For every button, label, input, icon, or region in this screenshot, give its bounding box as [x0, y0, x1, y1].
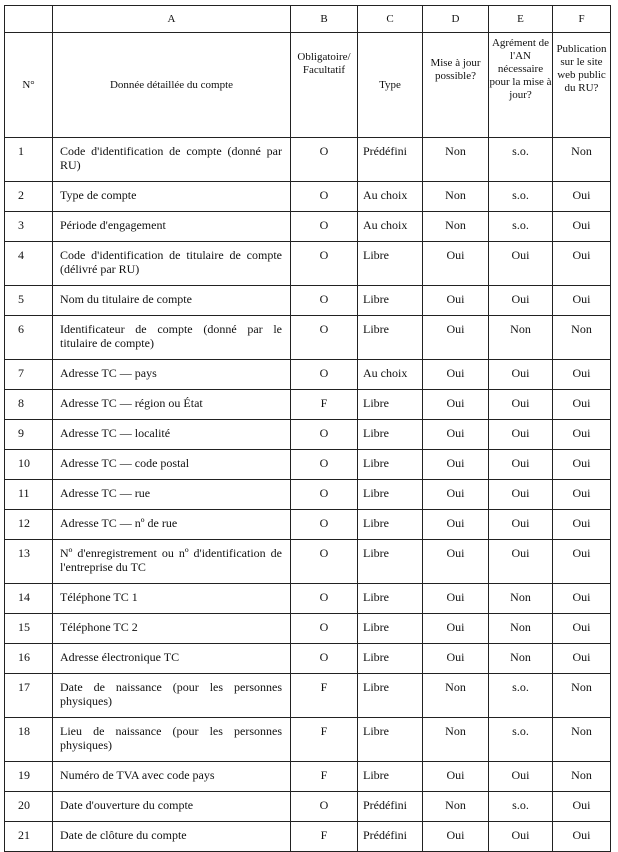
- row-updatable: Oui: [423, 762, 489, 792]
- row-publication: Oui: [553, 450, 611, 480]
- column-letter-row: [5, 6, 611, 33]
- header-description: Donnée détaillée du compte: [53, 33, 291, 138]
- row-number: 2: [5, 182, 53, 212]
- table-row: [5, 316, 611, 360]
- row-number: 11: [5, 480, 53, 510]
- table-row: [5, 182, 611, 212]
- column-letter: B: [291, 6, 358, 33]
- row-publication: Oui: [553, 540, 611, 584]
- row-publication: Oui: [553, 420, 611, 450]
- table-row: [5, 450, 611, 480]
- row-type: Prédéfini: [358, 138, 423, 182]
- table-row: [5, 674, 611, 718]
- table-row: [5, 242, 611, 286]
- row-updatable: Oui: [423, 510, 489, 540]
- row-type: Au choix: [358, 212, 423, 242]
- row-description: Adresse TC — localité: [53, 420, 291, 450]
- row-type: Libre: [358, 614, 423, 644]
- row-publication: Oui: [553, 360, 611, 390]
- header-type: Type: [358, 33, 423, 138]
- row-number: 4: [5, 242, 53, 286]
- row-publication: Oui: [553, 584, 611, 614]
- row-updatable: Oui: [423, 614, 489, 644]
- table-row: [5, 390, 611, 420]
- row-updatable: Non: [423, 792, 489, 822]
- row-approval: s.o.: [489, 792, 553, 822]
- row-number: 18: [5, 718, 53, 762]
- row-description: Adresse TC — région ou État: [53, 390, 291, 420]
- row-publication: Non: [553, 674, 611, 718]
- row-type: Libre: [358, 450, 423, 480]
- row-type: Libre: [358, 540, 423, 584]
- row-type: Libre: [358, 480, 423, 510]
- row-number: 12: [5, 510, 53, 540]
- row-mandatory: O: [291, 584, 358, 614]
- row-approval: s.o.: [489, 718, 553, 762]
- table-row: [5, 644, 611, 674]
- row-description: Période d'engagement: [53, 212, 291, 242]
- row-type: Prédéfini: [358, 792, 423, 822]
- row-description: Lieu de naissance (pour les personnes physiques): [53, 718, 291, 762]
- row-description: Adresse TC — code postal: [53, 450, 291, 480]
- row-publication: Oui: [553, 644, 611, 674]
- row-approval: Oui: [489, 390, 553, 420]
- row-approval: s.o.: [489, 138, 553, 182]
- row-publication: Non: [553, 316, 611, 360]
- row-approval: Non: [489, 584, 553, 614]
- row-mandatory: O: [291, 420, 358, 450]
- row-description: Téléphone TC 1: [53, 584, 291, 614]
- row-publication: Oui: [553, 286, 611, 316]
- row-approval: s.o.: [489, 182, 553, 212]
- row-number: 8: [5, 390, 53, 420]
- row-description: Code d'identification de compte (donné par RU): [53, 138, 291, 182]
- row-description: Adresse TC — rue: [53, 480, 291, 510]
- header-approval: Agrément de l'AN nécessaire pour la mise à jour?: [489, 33, 553, 138]
- row-description: Date de clôture du compte: [53, 822, 291, 852]
- row-type: Au choix: [358, 360, 423, 390]
- row-updatable: Oui: [423, 540, 489, 584]
- row-type: Libre: [358, 762, 423, 792]
- header-number: N°: [5, 33, 53, 138]
- row-type: Libre: [358, 510, 423, 540]
- row-mandatory: O: [291, 614, 358, 644]
- row-description: Numéro de TVA avec code pays: [53, 762, 291, 792]
- row-number: 13: [5, 540, 53, 584]
- column-letter: [5, 6, 53, 33]
- row-approval: Oui: [489, 420, 553, 450]
- row-publication: Non: [553, 138, 611, 182]
- row-approval: Oui: [489, 762, 553, 792]
- row-publication: Non: [553, 718, 611, 762]
- table-row: [5, 614, 611, 644]
- row-number: 6: [5, 316, 53, 360]
- row-mandatory: O: [291, 182, 358, 212]
- row-number: 15: [5, 614, 53, 644]
- row-mandatory: O: [291, 316, 358, 360]
- row-mandatory: F: [291, 822, 358, 852]
- row-mandatory: O: [291, 480, 358, 510]
- row-type: Libre: [358, 316, 423, 360]
- row-publication: Oui: [553, 614, 611, 644]
- row-type: Libre: [358, 584, 423, 614]
- table-row: [5, 138, 611, 182]
- row-approval: Oui: [489, 450, 553, 480]
- row-number: 5: [5, 286, 53, 316]
- row-description: Date d'ouverture du compte: [53, 792, 291, 822]
- row-approval: Oui: [489, 510, 553, 540]
- row-mandatory: O: [291, 360, 358, 390]
- header-updatable: Mise à jour possible?: [423, 33, 489, 138]
- column-header-row: [5, 33, 611, 138]
- table-row: [5, 540, 611, 584]
- row-updatable: Oui: [423, 584, 489, 614]
- row-number: 9: [5, 420, 53, 450]
- row-type: Libre: [358, 674, 423, 718]
- row-number: 7: [5, 360, 53, 390]
- row-mandatory: F: [291, 762, 358, 792]
- row-mandatory: O: [291, 540, 358, 584]
- row-description: Adresse TC — nº de rue: [53, 510, 291, 540]
- row-number: 20: [5, 792, 53, 822]
- row-approval: Non: [489, 316, 553, 360]
- row-approval: Oui: [489, 242, 553, 286]
- row-description: Identificateur de compte (donné par le titulaire de compte): [53, 316, 291, 360]
- row-number: 16: [5, 644, 53, 674]
- row-approval: Oui: [489, 540, 553, 584]
- row-publication: Oui: [553, 480, 611, 510]
- row-updatable: Non: [423, 674, 489, 718]
- table-row: [5, 420, 611, 450]
- row-updatable: Oui: [423, 480, 489, 510]
- row-description: Nom du titulaire de compte: [53, 286, 291, 316]
- row-description: Adresse TC — pays: [53, 360, 291, 390]
- row-publication: Oui: [553, 822, 611, 852]
- row-number: 17: [5, 674, 53, 718]
- table-row: [5, 762, 611, 792]
- row-publication: Oui: [553, 390, 611, 420]
- row-updatable: Oui: [423, 450, 489, 480]
- row-type: Libre: [358, 390, 423, 420]
- row-updatable: Oui: [423, 360, 489, 390]
- row-type: Libre: [358, 286, 423, 316]
- row-approval: Oui: [489, 360, 553, 390]
- row-number: 21: [5, 822, 53, 852]
- row-updatable: Oui: [423, 644, 489, 674]
- row-mandatory: F: [291, 674, 358, 718]
- row-approval: s.o.: [489, 212, 553, 242]
- column-letter: C: [358, 6, 423, 33]
- row-updatable: Oui: [423, 286, 489, 316]
- row-mandatory: F: [291, 718, 358, 762]
- row-mandatory: O: [291, 510, 358, 540]
- table-row: [5, 286, 611, 316]
- row-mandatory: O: [291, 138, 358, 182]
- row-publication: Oui: [553, 242, 611, 286]
- column-letter: A: [53, 6, 291, 33]
- row-publication: Non: [553, 762, 611, 792]
- row-type: Au choix: [358, 182, 423, 212]
- table-row: [5, 718, 611, 762]
- account-data-table: [4, 5, 611, 852]
- row-mandatory: O: [291, 644, 358, 674]
- row-updatable: Non: [423, 182, 489, 212]
- row-description: Code d'identification de titulaire de compte (délivré par RU): [53, 242, 291, 286]
- row-publication: Oui: [553, 510, 611, 540]
- row-updatable: Oui: [423, 822, 489, 852]
- column-letter: D: [423, 6, 489, 33]
- header-publication: Publication sur le site web public du RU?: [553, 33, 611, 138]
- row-approval: Non: [489, 614, 553, 644]
- row-type: Libre: [358, 644, 423, 674]
- row-number: 1: [5, 138, 53, 182]
- row-publication: Oui: [553, 792, 611, 822]
- row-updatable: Oui: [423, 316, 489, 360]
- row-updatable: Non: [423, 718, 489, 762]
- row-updatable: Oui: [423, 420, 489, 450]
- row-updatable: Oui: [423, 390, 489, 420]
- row-approval: Oui: [489, 822, 553, 852]
- row-description: Date de naissance (pour les personnes physiques): [53, 674, 291, 718]
- row-mandatory: O: [291, 212, 358, 242]
- column-letter: E: [489, 6, 553, 33]
- row-publication: Oui: [553, 212, 611, 242]
- table-row: [5, 510, 611, 540]
- row-updatable: Non: [423, 138, 489, 182]
- row-description: Nº d'enregistrement ou nº d'identification de l'entreprise du TC: [53, 540, 291, 584]
- row-mandatory: O: [291, 286, 358, 316]
- column-letter: F: [553, 6, 611, 33]
- table-row: [5, 360, 611, 390]
- row-updatable: Non: [423, 212, 489, 242]
- row-publication: Oui: [553, 182, 611, 212]
- row-approval: Oui: [489, 286, 553, 316]
- table-row: [5, 212, 611, 242]
- row-type: Libre: [358, 718, 423, 762]
- row-number: 3: [5, 212, 53, 242]
- row-description: Téléphone TC 2: [53, 614, 291, 644]
- row-number: 14: [5, 584, 53, 614]
- table-row: [5, 792, 611, 822]
- row-description: Type de compte: [53, 182, 291, 212]
- row-number: 10: [5, 450, 53, 480]
- table-row: [5, 480, 611, 510]
- row-mandatory: F: [291, 390, 358, 420]
- row-description: Adresse électronique TC: [53, 644, 291, 674]
- row-approval: s.o.: [489, 674, 553, 718]
- row-approval: Non: [489, 644, 553, 674]
- row-type: Libre: [358, 420, 423, 450]
- row-mandatory: O: [291, 792, 358, 822]
- row-type: Libre: [358, 242, 423, 286]
- row-approval: Oui: [489, 480, 553, 510]
- table-row: [5, 584, 611, 614]
- row-mandatory: O: [291, 450, 358, 480]
- row-number: 19: [5, 762, 53, 792]
- table-row: [5, 822, 611, 852]
- row-type: Prédéfini: [358, 822, 423, 852]
- row-updatable: Oui: [423, 242, 489, 286]
- row-mandatory: O: [291, 242, 358, 286]
- header-mandatory: Obligatoire/ Facultatif: [291, 33, 358, 138]
